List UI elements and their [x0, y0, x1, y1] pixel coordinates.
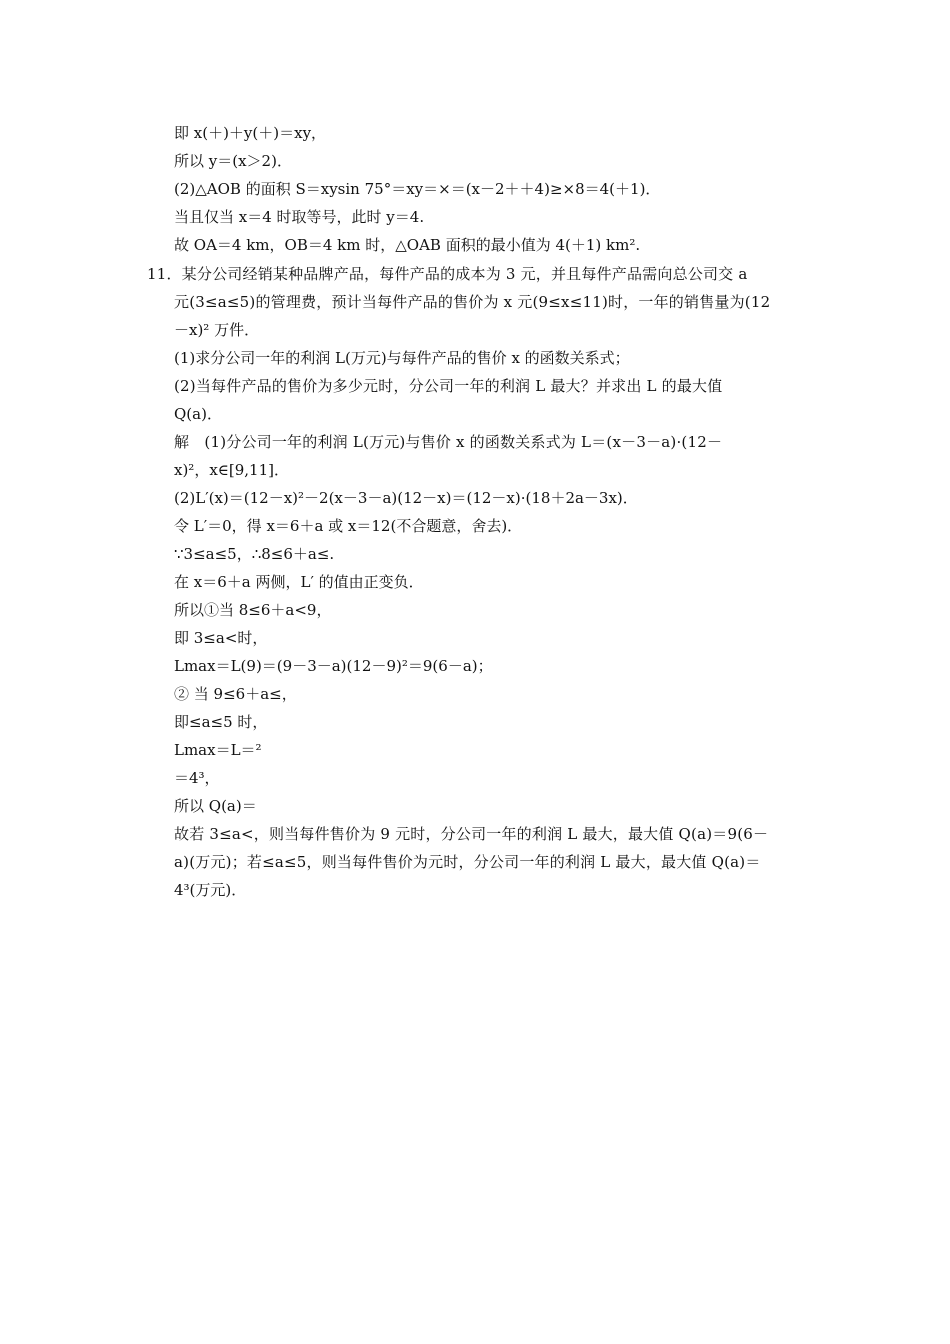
problem-text: －x)² 万件．: [174, 321, 260, 339]
answer-line: 即 3≤a<时，: [174, 629, 268, 647]
answer-line: x)²，x∈[9,11]．: [174, 461, 289, 479]
solution-line: (2)△AOB 的面积 S＝xysin 75°＝xy＝×＝(x－2＋＋4)≥×8＝4(＋1)．: [174, 180, 661, 198]
question-2: (2)当每件产品的售价为多少元时，分公司一年的利润 L 最大？并求出 L 的最大值: [174, 377, 723, 395]
problem-11-text: 11．某分公司经销某种品牌产品，每件产品的成本为 3 元，并且每件产品需向总公司交 a: [147, 265, 748, 283]
solution-line: 故 OA＝4 km，OB＝4 km 时，△OAB 面积的最小值为 4(＋1) km².: [174, 236, 641, 254]
question-2-cont: Q(a)．: [174, 405, 222, 423]
answer-line: ∵3≤a≤5，∴8≤6＋a≤.: [174, 545, 335, 563]
answer-line: 即≤a≤5 时，: [174, 713, 268, 731]
answer-line: Lmax＝L＝²: [174, 741, 262, 759]
answer-line: ＝4³，: [174, 769, 220, 787]
answer-line: Lmax＝L(9)＝(9－3－a)(12－9)²＝9(6－a)；: [174, 657, 493, 675]
question-1: (1)求分公司一年的利润 L(万元)与每件产品的售价 x 的函数关系式；: [174, 349, 630, 367]
answer-line: (2)L′(x)＝(12－x)²－2(x－3－a)(12－x)＝(12－x)·(18＋2a－3x)．: [174, 489, 638, 507]
answer-line: 所以①当 8≤6＋a<9，: [174, 601, 332, 619]
conclusion-line: 4³(万元)．: [174, 881, 247, 899]
solution-line: 当且仅当 x＝4 时取等号，此时 y＝4.: [174, 208, 425, 226]
answer-line: 在 x＝6＋a 两侧，L′ 的值由正变负．: [174, 573, 424, 591]
answer-line: 解 (1)分公司一年的利润 L(万元)与售价 x 的函数关系式为 L＝(x－3－a)·(12－: [174, 433, 723, 451]
problem-text: 元(3≤a≤5)的管理费，预计当每件产品的售价为 x 元(9≤x≤11)时，一年的销售量为(12: [174, 293, 771, 311]
solution-line: 所以 y＝(x＞2)．: [174, 152, 292, 170]
answer-line: ② 当 9≤6＋a≤，: [174, 685, 297, 703]
answer-line: 令 L′＝0，得 x＝6＋a 或 x＝12(不合题意，舍去)．: [174, 517, 523, 535]
answer-line: 所以 Q(a)＝: [174, 797, 257, 815]
conclusion-line: a)(万元)；若≤a≤5，则当每件售价为元时，分公司一年的利润 L 最大，最大值 Q(a)＝: [174, 853, 761, 871]
conclusion-line: 故若 3≤a<，则当每件售价为 9 元时，分公司一年的利润 L 最大，最大值 Q(a)＝9(6－: [174, 825, 769, 843]
solution-line: 即 x(＋)＋y(＋)＝xy，: [174, 124, 327, 142]
